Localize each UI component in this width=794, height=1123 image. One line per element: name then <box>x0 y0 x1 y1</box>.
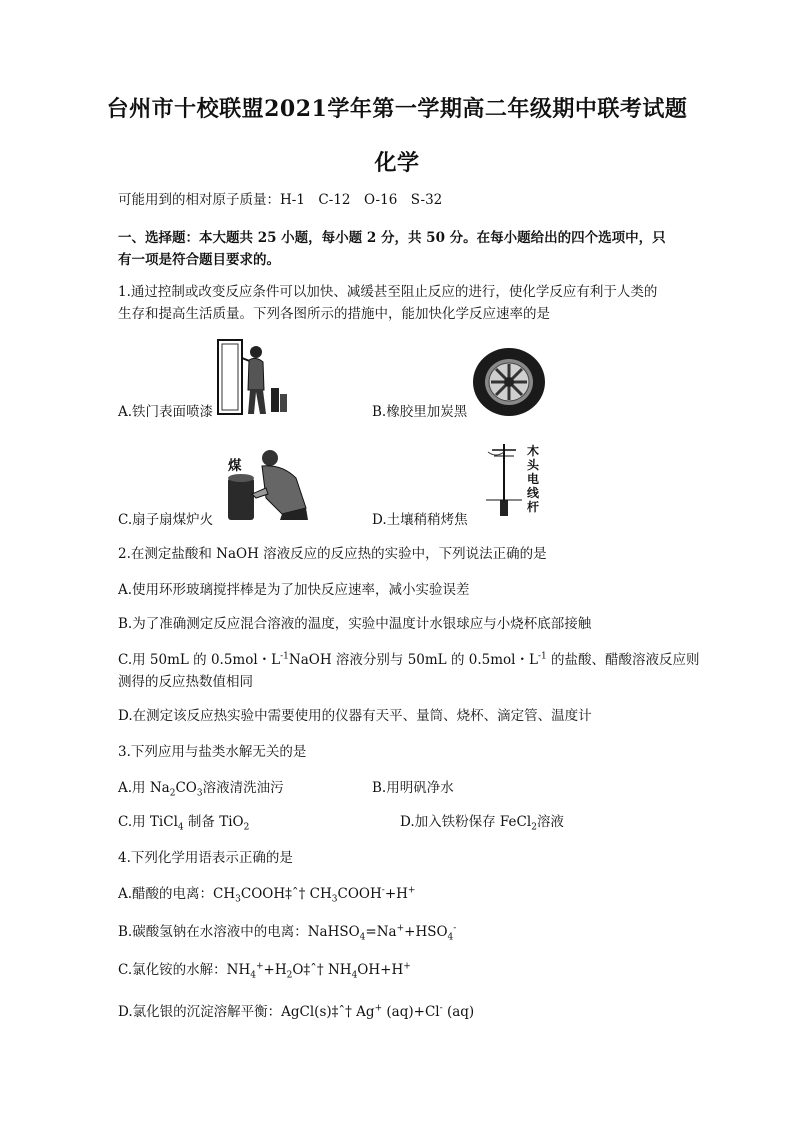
q4-stem: 4.下列化学用语表示正确的是 <box>118 850 293 866</box>
q1-option-b: B.橡胶里加炭黑 <box>372 404 468 420</box>
q1-d-label-char: 电 <box>526 472 539 486</box>
q2-option-b: B.为了准确测定反应混合溶液的温度，实验中温度计水银球应与小烧杯底部接触 <box>118 616 592 632</box>
q4-option-d: D.氯化银的沉淀溶解平衡：AgCl(s)‡ˆ† Ag+ (aq)+Cl- (aq) <box>118 1003 475 1020</box>
section-heading-line1: 一、选择题：本大题共 25 小题，每小题 2 分，共 50 分。在每小题给出的四个选项中，只 <box>118 230 666 246</box>
atomic-masses: 可能用到的相对原子质量：H-1 C-12 O-16 S-32 <box>118 192 443 208</box>
q2-option-d: D.在测定该反应热实验中需要使用的仪器有天平、量筒、烧杯、滴定管、温度计 <box>118 708 592 724</box>
q1-image-door-spraying <box>216 338 288 418</box>
q3-option-a: A.用 $Na_2CO_3$溶液清洗油污 <box>118 780 284 799</box>
q1-d-label-char: 木 <box>526 444 539 458</box>
q2-stem: 2.在测定盐酸和 NaOH 溶液反应的反应热的实验中，下列说法正确的是 <box>118 546 547 562</box>
exam-title: 台州市十校联盟2021学年第一学期高二年级期中联考试题 <box>106 96 688 122</box>
q1-d-pole-label <box>526 444 540 514</box>
q3-option-d: D.加入铁粉保存 FeCl$_2$溶液 <box>400 814 564 833</box>
q3-option-b: B.用明矾净水 <box>372 780 454 796</box>
q1-stem-line1: 1.通过控制或改变反应条件可以加快、减缓甚至阻止反应的进行，使化学反应有利于人类的 <box>118 284 658 300</box>
q3-option-c: C.用 TiCl$_4$ 制备 TiO$_2$ <box>118 814 250 833</box>
q1-option-c: C.扇子扇煤炉火 <box>118 512 214 528</box>
q1-stem-line2: 生存和提高生活质量。下列各图所示的措施中，能加快化学反应速率的是 <box>118 306 550 322</box>
q4-option-a: A.醋酸的电离：$CH_3COOH\ddagger ˆ\dagger$ $CH_3COOH^-+H^+$ <box>118 885 416 905</box>
q1-d-label-char: 杆 <box>526 500 539 514</box>
q1-image-coal-stove <box>222 448 314 522</box>
q3-stem: 3.下列应用与盐类水解无关的是 <box>118 744 307 760</box>
q1-option-d: D.土壤稍稍烤焦 <box>372 512 468 528</box>
q2-option-c-line1: C.用 50mL 的 0.5mol・$L^{-1}NaOH$ 溶液分别与 50mL 的 0.5mol・$L^{-1}$ 的盐酸、醋酸溶液反应则 <box>118 651 700 668</box>
q1-option-a: A.铁门表面喷漆 <box>118 404 214 420</box>
q1-image-tire <box>470 346 548 418</box>
q4-option-c: C.氯化铵的水解：$NH_4^++H_2O\ddagger ˆ\dagger$ $NH_4OH+H^+$ <box>118 961 411 981</box>
q1-d-label-char: 头 <box>526 458 539 472</box>
q1-image-utility-pole <box>484 440 524 520</box>
section-heading-line2: 有一项是符合题目要求的。 <box>118 252 280 268</box>
q2-option-c-line2: 测得的反应热数值相同 <box>118 674 253 690</box>
q1-c-coal-label: 煤 <box>228 458 242 474</box>
exam-subject: 化学 <box>374 150 420 176</box>
q1-d-label-char: 线 <box>526 486 539 500</box>
q2-option-a: A.使用环形玻璃搅拌棒是为了加快反应速率，减小实验误差 <box>118 582 470 598</box>
q4-option-b: B.碳酸氢钠在水溶液中的电离：$NaHSO_4=Na^++HSO_4^-$ <box>118 923 457 943</box>
